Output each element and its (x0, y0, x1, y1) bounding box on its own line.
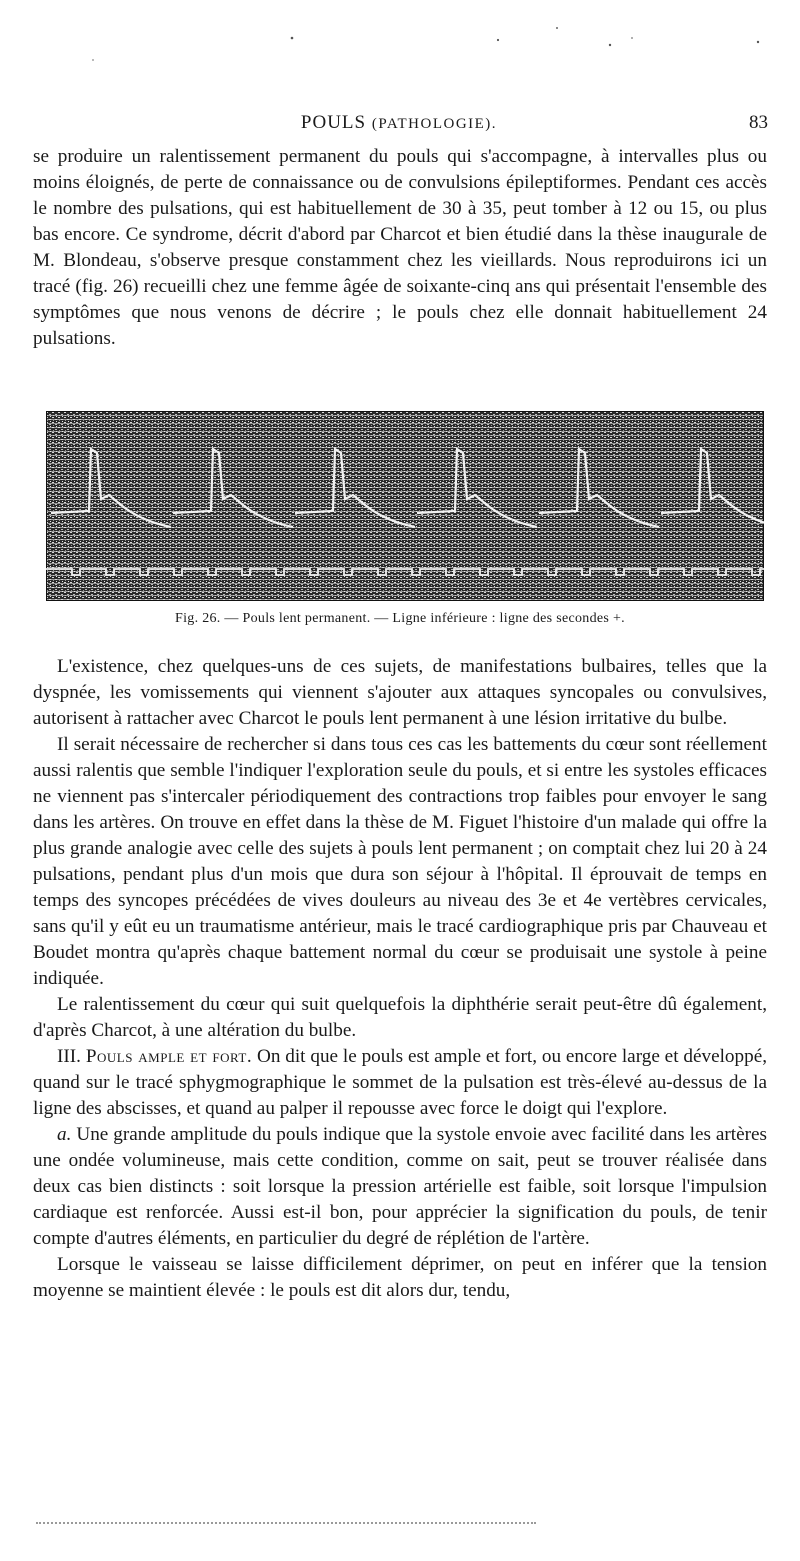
paragraph-pouls-ample (33, 1044, 767, 1122)
paragraph-grande-amplitude (33, 1122, 767, 1252)
paragraph-pouls-lent: se produire un ralentissement permanent du pouls qui s'accompagne, à intervalles plus ou moins éloignés, de perte de connaissance ou de convulsions épileptiformes. Pendant ces accès le nombre des pulsations, qui est habituellement de 30 à 35, peut tomber à 12 ou 15, ou plus bas encore. Ce syndrome, décrit d'abord par Charcot et bien étudié dans la thèse inaugurale de M. Blondeau, s'observe presque constamment chez les vieillards. Nous reproduirons ici un tracé (fig. 26) recueilli chez une femme âgée de soixante-cinq ans qui présentait l'ensemble des symptômes que nous venons de décrire ; le pouls chez elle donnait habituellement 24 pulsations. (33, 146, 767, 349)
footer-scan-noise (36, 1522, 536, 1528)
running-title-sub: (PATHOLOGIE). (371, 116, 498, 132)
section-number: III. (57, 1046, 81, 1067)
running-title-main: POULS (300, 112, 367, 133)
paragraph-manifestations-bulbaires: L'existence, chez quelques-uns de ces sujets, de manifestations bulbaires, telles que la dyspnée, les vomissements qui viennent s'ajouter aux attaques syncopales ou convulsives, autorisent à rattacher avec Charcot le pouls lent permanent à une lésion irritative du bulbe. (33, 656, 767, 729)
text-block-bottom (33, 654, 767, 1304)
item-letter: a. (57, 1124, 72, 1145)
section-heading: Pouls ample et fort. (85, 1046, 253, 1067)
figure-caption: Fig. 26. — Pouls lent permanent. — Ligne inférieure : ligne des secondes +. (175, 611, 625, 626)
section-body: On dit que le pouls est ample et fort, ou encore large et développé, quand sur le tracé sphygmographique le sommet de la pulsation est très-élevé au-dessus de la ligne des abscisses, et quand au palper il repousse avec force le doigt qui l'explore. (33, 1046, 768, 1119)
figure-26-pulse-tracing (46, 411, 764, 601)
running-head (30, 112, 768, 142)
paragraph-battements-coeur: Il serait nécessaire de rechercher si dans tous ces cas les battements du cœur sont réellement aussi ralentis que semble l'indiquer l'exploration seule du pouls, et si entre les systoles efficaces ne viennent pas s'intercaler périodiquement des contractions trop faibles pour envoyer le sang dans les artères. On trouve en effet dans la thèse de M. Figuet l'histoire d'un malade qui offre la plus grande analogie avec celle des sujets à pouls lent permanent ; on comptait chez lui 20 à 24 pulsations, pendant plus d'un mois que dura son séjour à l'hôpital. Il éprouvait de temps en temps des syncopes précédées de vives douleurs au niveau des 3e et 4e vertèbres cervicales, sans qu'il y eût eu un traumatisme antérieur, mais le tracé cardiographique pris par Chauveau et Boudet montra qu'après chaque battement normal du cœur se produisait une systole à peine indiquée. (33, 734, 767, 989)
paragraph-vaisseau: Lorsque le vaisseau se laisse difficilement déprimer, on peut en inférer que la tension moyenne se maintient élevée : le pouls est dit alors dur, tendu, (33, 1254, 767, 1301)
figure-scanlines (46, 411, 764, 601)
page-number: 83 (749, 112, 768, 133)
paragraph-diphtherie: Le ralentissement du cœur qui suit quelquefois la diphthérie serait peut-être dû également, d'après Charcot, à une altération du bulbe. (33, 994, 767, 1041)
item-body: Une grande amplitude du pouls indique que la systole envoie avec facilité dans les artères une ondée volumineuse, mais cette condition, comme on sait, peut se trouver réalisée dans deux cas bien distincts : soit lorsque la pression artérielle est faible, soit lorsque l'impulsion cardiaque est renforcée. Aussi est-il bon, pour apprécier la signification du pouls, de tenir compte d'autres éléments, en particulier du degré de réplétion de l'artère. (33, 1124, 768, 1249)
scan-specks (0, 0, 800, 100)
running-title (30, 112, 768, 134)
text-block-top (33, 144, 767, 352)
